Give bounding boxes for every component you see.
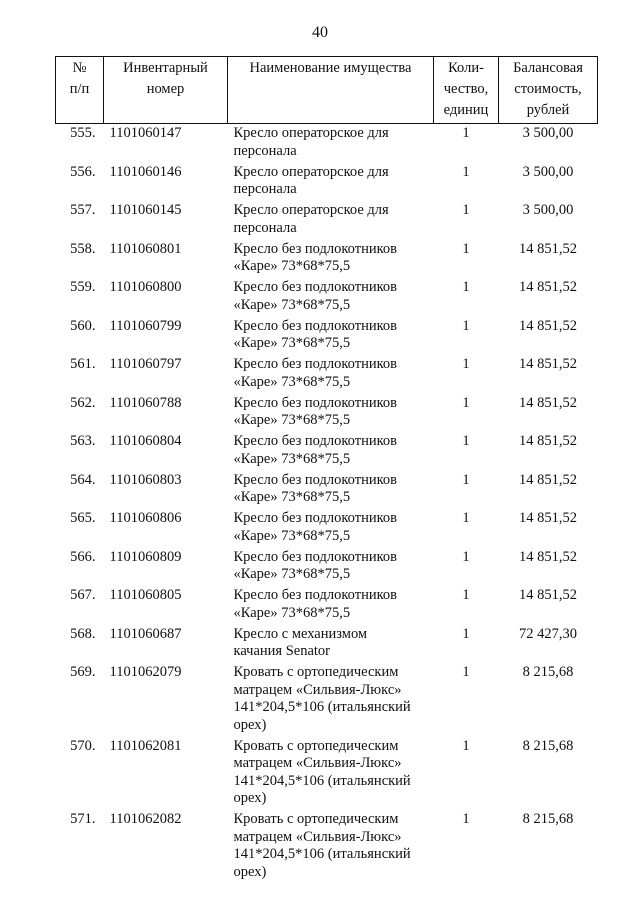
header-line: Балансовая [513, 60, 583, 76]
balance-value: 14 851,52 [519, 548, 577, 565]
property-name [228, 163, 434, 202]
table-row [56, 355, 598, 394]
property-name-line: Кровать с ортопедическим [233, 664, 399, 680]
row-number: 566. [70, 548, 96, 565]
table-row [56, 124, 598, 163]
table-body [56, 124, 598, 884]
inventory-number: 1101060800 [109, 279, 182, 295]
balance-value: 14 851,52 [519, 279, 577, 295]
table-row [56, 548, 598, 587]
property-name-line: Кресло операторское для [233, 202, 389, 218]
quantity: 1 [462, 279, 470, 295]
header-line: чество, [443, 81, 489, 97]
property-name-line: «Каре» 73*68*75,5 [233, 296, 351, 313]
property-name-line: «Каре» 73*68*75,5 [233, 604, 351, 621]
table-row [56, 471, 598, 510]
header-inventory-number [104, 57, 228, 124]
header-balance-value [499, 57, 598, 124]
header-line: рублей [526, 102, 570, 118]
header-quantity [434, 57, 499, 124]
inventory-number: 1101060145 [109, 202, 182, 218]
inventory-number: 1101060803 [109, 471, 182, 488]
header-line: Наименование имущества [249, 60, 412, 76]
inventory-number: 1101060805 [109, 587, 182, 603]
inventory-number: 1101060804 [109, 433, 182, 449]
property-name-line: Кресло без подлокотников [233, 433, 398, 449]
balance-value: 14 851,52 [519, 394, 577, 411]
property-name-line: 141*204,5*106 (итальянский [233, 846, 411, 862]
inventory-number: 1101060147 [109, 125, 182, 141]
inventory-table [55, 56, 598, 884]
row-number: 555. [70, 125, 96, 141]
property-name-line: «Каре» 73*68*75,5 [233, 335, 351, 351]
row-number: 571. [70, 811, 96, 827]
inventory-number: 1101062079 [109, 664, 182, 680]
property-name-line: качания Senator [233, 643, 331, 659]
property-name [228, 317, 434, 356]
header-line: Инвентарный [123, 60, 208, 76]
table-row [56, 737, 598, 811]
property-name [228, 201, 434, 240]
property-name-line: персонала [233, 219, 297, 236]
quantity: 1 [462, 125, 470, 141]
inventory-number: 1101062081 [109, 737, 182, 754]
property-name-line: 141*204,5*106 (итальянский [233, 699, 411, 715]
property-name-line: Кресло без подлокотников [233, 510, 398, 526]
table-row [56, 201, 598, 240]
balance-value: 14 851,52 [519, 317, 577, 334]
row-number: 570. [70, 737, 96, 754]
property-name [228, 737, 434, 811]
property-name [228, 471, 434, 510]
balance-value: 14 851,52 [519, 471, 577, 488]
row-number: 558. [70, 240, 96, 257]
property-name-line: матрацем «Сильвия-Люкс» [233, 828, 402, 845]
property-name-line: Кресло без подлокотников [233, 394, 398, 411]
balance-value: 3 500,00 [522, 125, 574, 141]
property-name-line: Кресло без подлокотников [233, 317, 398, 334]
quantity: 1 [462, 163, 470, 180]
property-name [228, 394, 434, 433]
inventory-number: 1101060809 [109, 548, 182, 565]
table-row [56, 278, 598, 317]
balance-value: 3 500,00 [522, 202, 574, 218]
inventory-number: 1101060799 [109, 317, 182, 334]
quantity: 1 [462, 587, 470, 603]
balance-value: 14 851,52 [519, 240, 577, 257]
quantity: 1 [462, 625, 470, 642]
property-name-line: матрацем «Сильвия-Люкс» [233, 755, 402, 771]
property-name-line: матрацем «Сильвия-Люкс» [233, 681, 402, 698]
property-name [228, 509, 434, 548]
row-number: 569. [70, 664, 96, 680]
property-name-line: «Каре» 73*68*75,5 [233, 566, 351, 582]
property-name-line: орех) [233, 790, 267, 806]
property-name-line: Кровать с ортопедическим [233, 811, 399, 827]
quantity: 1 [462, 433, 470, 449]
row-number: 567. [70, 587, 96, 603]
property-name-line: 141*204,5*106 (итальянский [233, 772, 411, 789]
table-row [56, 625, 598, 664]
property-name [228, 625, 434, 664]
header-line: п/п [69, 81, 90, 97]
balance-value: 14 851,52 [519, 433, 577, 449]
quantity: 1 [462, 240, 470, 257]
inventory-number: 1101062082 [109, 811, 182, 827]
quantity: 1 [462, 394, 470, 411]
property-name-line: орех) [233, 863, 267, 880]
table-header [56, 57, 598, 124]
property-name-line: орех) [233, 716, 267, 733]
table-row [56, 317, 598, 356]
property-name-line: «Каре» 73*68*75,5 [233, 412, 351, 428]
table-row [56, 509, 598, 548]
row-number: 568. [70, 625, 96, 642]
inventory-number: 1101060687 [109, 625, 182, 642]
property-name-line: Кресло операторское для [233, 163, 389, 180]
table-row [56, 163, 598, 202]
property-name-line: «Каре» 73*68*75,5 [233, 489, 351, 505]
quantity: 1 [462, 811, 470, 827]
property-name [228, 548, 434, 587]
quantity: 1 [462, 202, 470, 218]
property-name-line: «Каре» 73*68*75,5 [233, 527, 351, 544]
property-name [228, 586, 434, 625]
quantity: 1 [462, 548, 470, 565]
property-name-line: Кресло без подлокотников [233, 548, 398, 565]
balance-value: 14 851,52 [519, 510, 577, 526]
property-name-line: Кресло без подлокотников [233, 356, 398, 372]
property-name-line: Кровать с ортопедическим [233, 737, 399, 754]
row-number: 556. [70, 163, 96, 180]
property-name-line: Кресло без подлокотников [233, 279, 398, 295]
quantity: 1 [462, 356, 470, 372]
quantity: 1 [462, 317, 470, 334]
inventory-number: 1101060146 [109, 163, 182, 180]
balance-value: 14 851,52 [519, 356, 577, 372]
header-line: № [72, 60, 87, 76]
row-number: 562. [70, 394, 96, 411]
balance-value: 72 427,30 [519, 625, 577, 642]
property-name-line: персонала [233, 142, 297, 159]
table-row [56, 240, 598, 279]
property-name-line: Кресло операторское для [233, 125, 389, 141]
quantity: 1 [462, 664, 470, 680]
table-row [56, 432, 598, 471]
header-line: Коли- [448, 60, 484, 76]
inventory-number: 1101060788 [109, 394, 182, 411]
row-number: 561. [70, 356, 96, 372]
balance-value: 8 215,68 [522, 811, 574, 827]
row-number: 563. [70, 433, 96, 449]
property-name-line: Кресло без подлокотников [233, 587, 398, 603]
header-line: единиц [443, 102, 489, 118]
balance-value: 14 851,52 [519, 587, 577, 603]
table-row [56, 663, 598, 737]
property-name [228, 810, 434, 884]
balance-value: 8 215,68 [522, 664, 574, 680]
quantity: 1 [462, 471, 470, 488]
property-name [228, 240, 434, 279]
property-name-line: персонала [233, 181, 297, 197]
row-number: 565. [70, 510, 96, 526]
property-name [228, 355, 434, 394]
header-num [56, 57, 104, 124]
header-property-name [228, 57, 434, 124]
property-name [228, 278, 434, 317]
property-name-line: Кресло с механизмом [233, 625, 368, 642]
row-number: 557. [70, 202, 96, 218]
table-row [56, 810, 598, 884]
property-name [228, 432, 434, 471]
property-name-line: «Каре» 73*68*75,5 [233, 258, 351, 274]
balance-value: 3 500,00 [522, 163, 574, 180]
table-row [56, 394, 598, 433]
quantity: 1 [462, 737, 470, 754]
property-name-line: «Каре» 73*68*75,5 [233, 373, 351, 390]
table-row [56, 586, 598, 625]
page-number: 40 [312, 24, 328, 41]
balance-value: 8 215,68 [522, 737, 574, 754]
property-name-line: Кресло без подлокотников [233, 240, 398, 257]
property-name-line: «Каре» 73*68*75,5 [233, 450, 351, 467]
row-number: 559. [70, 279, 96, 295]
quantity: 1 [462, 510, 470, 526]
inventory-number: 1101060806 [109, 510, 182, 526]
property-name [228, 124, 434, 163]
inventory-number: 1101060801 [109, 240, 182, 257]
row-number: 564. [70, 471, 96, 488]
header-line: стоимость, [514, 81, 582, 97]
row-number: 560. [70, 317, 96, 334]
property-name-line: Кресло без подлокотников [233, 471, 398, 488]
property-name [228, 663, 434, 737]
header-line: номер [146, 81, 185, 97]
inventory-number: 1101060797 [109, 356, 182, 372]
